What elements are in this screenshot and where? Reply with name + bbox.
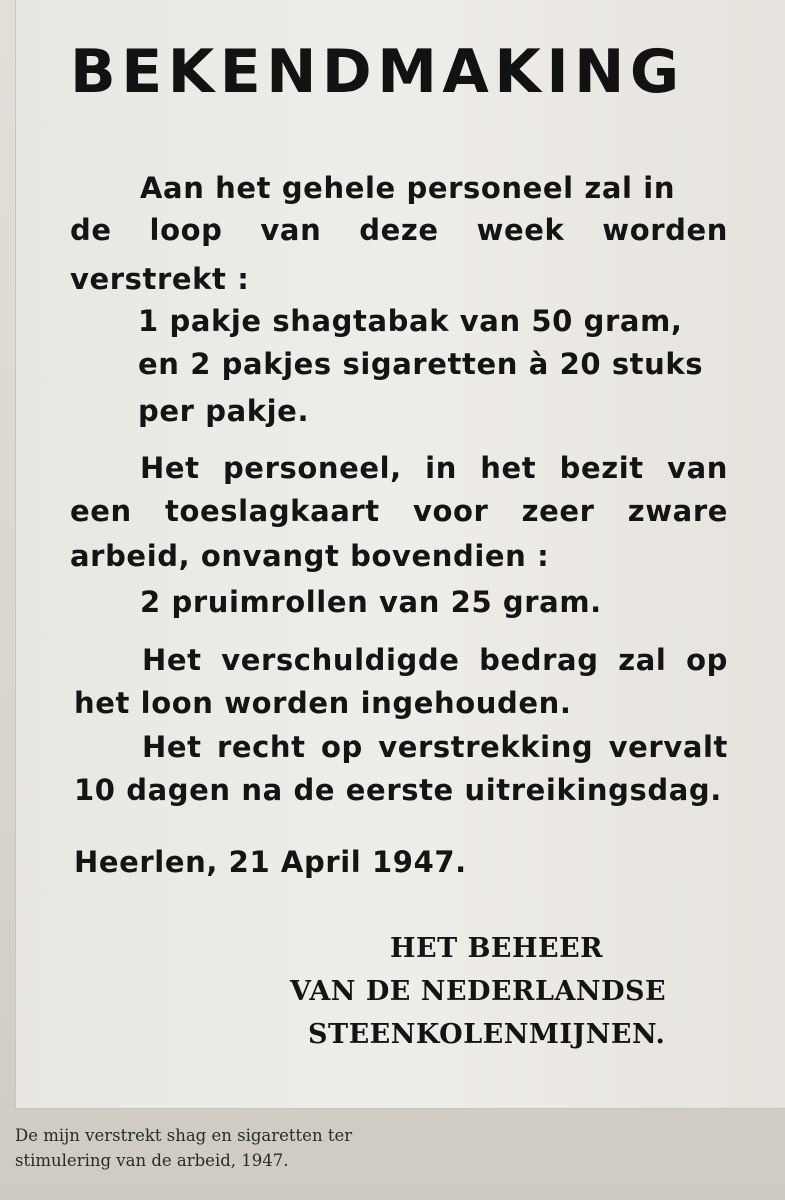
item-line: 1 pakje shagtabak van 50 gram, [138,304,683,338]
paragraph-line: Het recht op verstrekking vervalt [142,730,728,764]
paragraph-line: Het verschuldigde bedrag zal op [142,643,728,677]
signature-line: VAN DE NEDERLANDSE [290,976,667,1007]
paragraph-line: het loon worden ingehouden. [74,686,572,720]
item-line: en 2 pakjes sigaretten à 20 stuks [138,347,704,381]
figure-caption [15,1123,375,1173]
paragraph-line: verstrekt : [70,262,250,296]
caption-line: stimulering van de arbeid, 1947. [15,1151,289,1170]
paragraph-line: een toeslagkaart voor zeer zware [70,494,728,528]
item-line: 2 pruimrollen van 25 gram. [140,585,602,619]
notice-poster [16,0,785,1108]
place-date: Heerlen, 21 April 1947. [74,845,467,879]
paragraph-line: de loop van deze week worden [70,213,728,247]
paragraph-line: Aan het gehele personeel zal in [140,171,676,205]
signature-line: HET BEHEER [390,933,604,964]
paragraph-line: arbeid, onvangt bovendien : [70,539,550,573]
notice-title: BEKENDMAKING [70,37,685,107]
signature-line: STEENKOLENMIJNEN. [308,1019,666,1050]
caption-line: De mijn verstrekt shag en sigaretten ter [15,1126,353,1145]
paragraph-line: Het personeel, in het bezit van [140,451,728,485]
item-line: per pakje. [138,394,310,428]
paragraph-line: 10 dagen na de eerste uitreikingsdag. [74,773,722,807]
